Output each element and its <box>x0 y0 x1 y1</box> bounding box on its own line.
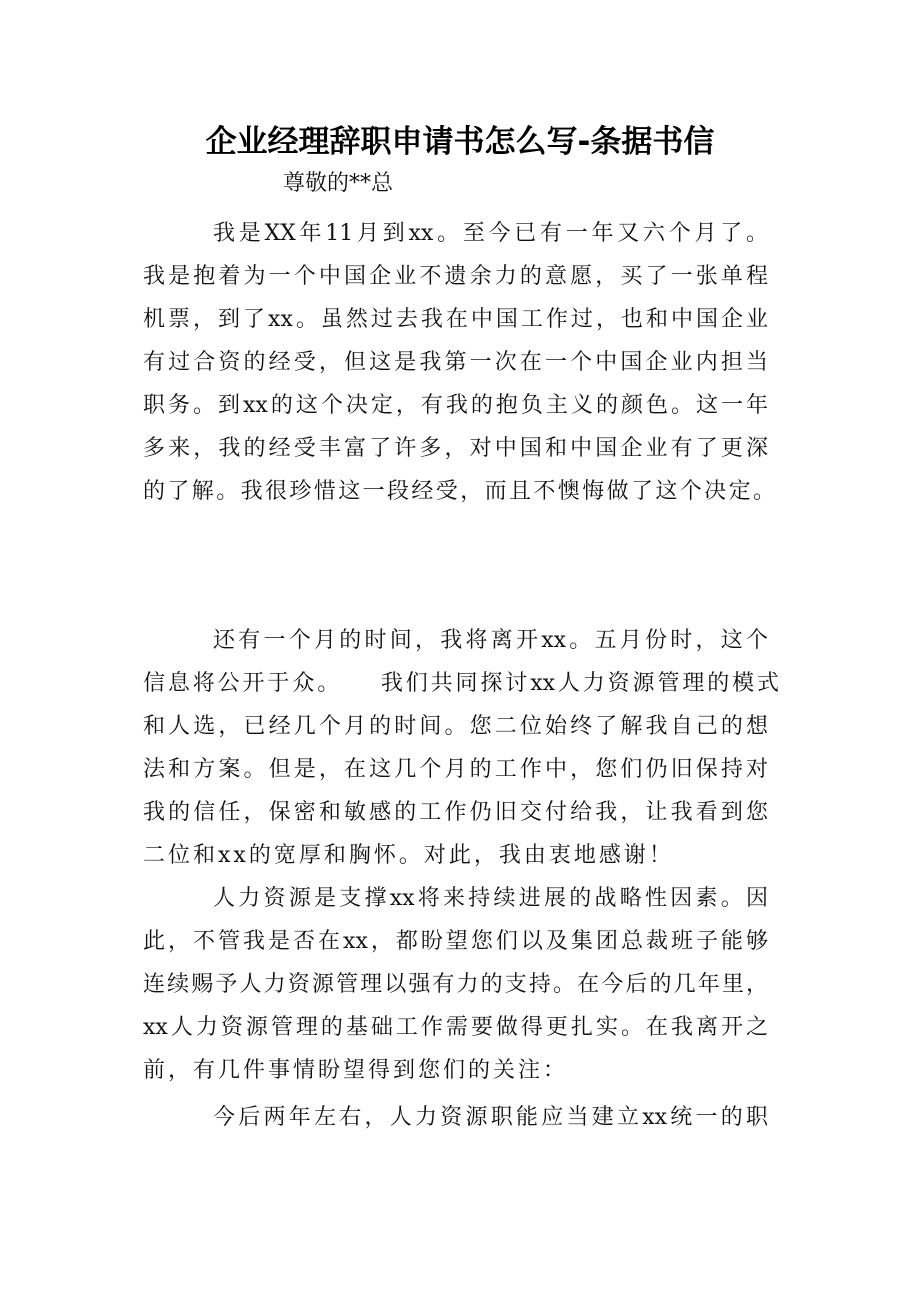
text-line: 职务。到xx的这个决定，有我的抱负主义的颜色。这一年 <box>143 393 768 418</box>
text-line: 我是XX年11月到xx。至今已有一年又六个月了。 <box>213 221 768 246</box>
text-line: 今后两年左右，人力资源职能应当建立xx统一的职 <box>213 1105 768 1130</box>
text-line: 我是抱着为一个中国企业不遗余力的意愿，买了一张单程 <box>143 264 768 289</box>
text-line: 二位和xx的宽厚和胸怀。对此，我由衷地感谢！ <box>143 843 674 868</box>
text-line: 和人选，已经几个月的时间。您二位始终了解我自己的想 <box>143 714 768 739</box>
text-line: 法和方案。但是，在这几个月的工作中，您们仍旧保持对 <box>143 757 768 782</box>
text-line: 连续赐予人力资源管理以强有力的支持。在今后的几年里， <box>143 972 768 997</box>
text-line: 人力资源是支撑xx将来持续进展的战略性因素。因 <box>213 886 768 911</box>
text-line: xx人力资源管理的基础工作需要做得更扎实。在我离开之 <box>143 1015 768 1040</box>
text-line: 我的信任，保密和敏感的工作仍旧交付给我，让我看到您 <box>143 800 768 825</box>
text-line: 多来，我的经受丰富了许多，对中国和中国企业有了更深 <box>143 436 768 461</box>
text-line: 此，不管我是否在xx，都盼望您们以及集团总裁班子能够 <box>143 929 768 954</box>
text-line: 有过合资的经受，但这是我第一次在一个中国企业内担当 <box>143 350 768 375</box>
document-title: 企业经理辞职申请书怎么写-条据书信 <box>205 124 715 160</box>
text-line: 的了解。我很珍惜这一段经受，而且不懊悔做了这个决定。 <box>143 479 775 504</box>
text-line: 前，有几件事情盼望得到您们的关注： <box>143 1058 569 1083</box>
text-line: 信息将公开于众。 我们共同探讨xx人力资源管理的模式 <box>143 671 779 696</box>
text-line: 机票，到了xx。虽然过去我在中国工作过，也和中国企业 <box>143 307 768 332</box>
text-line: 还有一个月的时间，我将离开xx。五月份时，这个 <box>213 628 768 653</box>
greeting: 尊敬的**总 <box>283 171 394 196</box>
